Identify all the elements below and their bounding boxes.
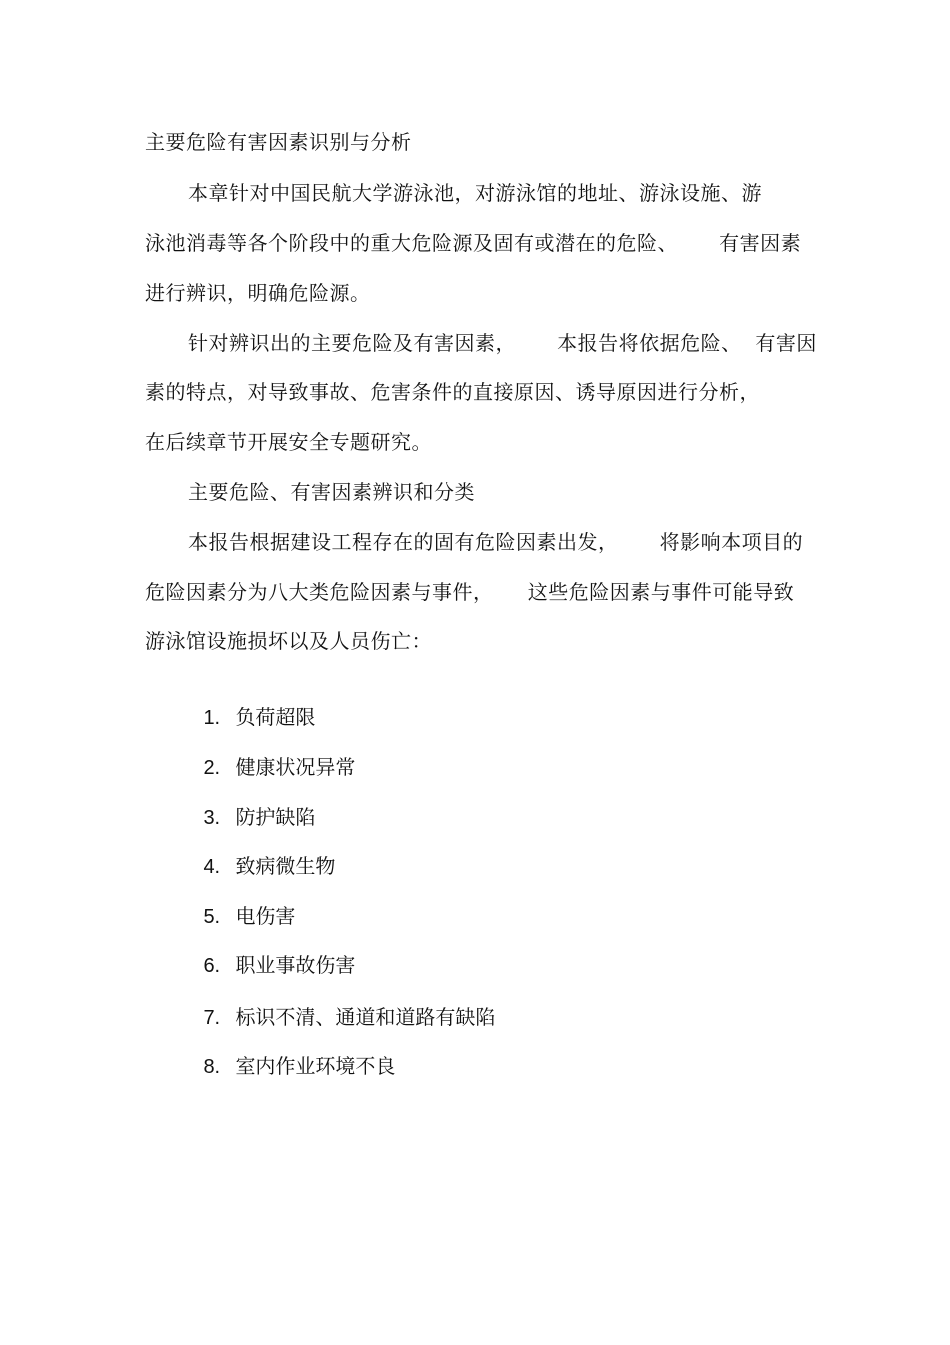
paragraph-3-line-3: 游泳馆设施损坏以及人员伤亡： [145, 629, 432, 653]
list-item-number: 5. [203, 906, 221, 928]
paragraph-1-line-2: 泳池消毒等各个阶段中的重大危险源及固有或潜在的危险、 有害因素 [145, 231, 802, 255]
paragraph-3-line-1: 本报告根据建设工程存在的固有危险因素出发， 将影响本项目的 [188, 530, 804, 554]
list-item-number: 6. [203, 955, 221, 977]
paragraph-1-line-1: 本章针对中国民航大学游泳池，对游泳馆的地址、游泳设施、游 [188, 181, 762, 205]
list-item-text: 标识不清、通道和道路有缺陷 [235, 1005, 496, 1029]
list-item-text: 负荷超限 [235, 705, 316, 729]
list-item-number: 2. [203, 757, 221, 779]
paragraph-2-line-2: 素的特点，对导致事故、危害条件的直接原因、诱导原因进行分析， [145, 380, 760, 404]
paragraph-1-line-3: 进行辨识，明确危险源。 [145, 281, 371, 305]
list-item-text: 致病微生物 [235, 854, 336, 878]
section-heading: 主要危险有害因素识别与分析 [145, 130, 412, 154]
list-item-number: 8. [203, 1056, 221, 1078]
list-item-text: 防护缺陷 [235, 805, 316, 829]
list-item-text: 职业事故伤害 [235, 953, 356, 977]
list-item-text: 健康状况异常 [235, 755, 356, 779]
list-item-number: 3. [203, 807, 221, 829]
list-item-number: 4. [203, 856, 221, 878]
subheading: 主要危险、有害因素辨识和分类 [188, 480, 475, 504]
list-item-text: 电伤害 [235, 904, 296, 928]
list-item-text: 室内作业环境不良 [235, 1054, 396, 1078]
list-item-number: 7. [203, 1007, 221, 1029]
list-item-number: 1. [203, 707, 221, 729]
list-item [178, 1030, 395, 1103]
paragraph-2-line-3: 在后续章节开展安全专题研究。 [145, 430, 432, 454]
paragraph-2-line-1: 针对辨识出的主要危险及有害因素， 本报告将依据危险、 有害因 [188, 331, 817, 355]
paragraph-3-line-2: 危险因素分为八大类危险因素与事件， 这些危险因素与事件可能导致 [145, 580, 795, 604]
